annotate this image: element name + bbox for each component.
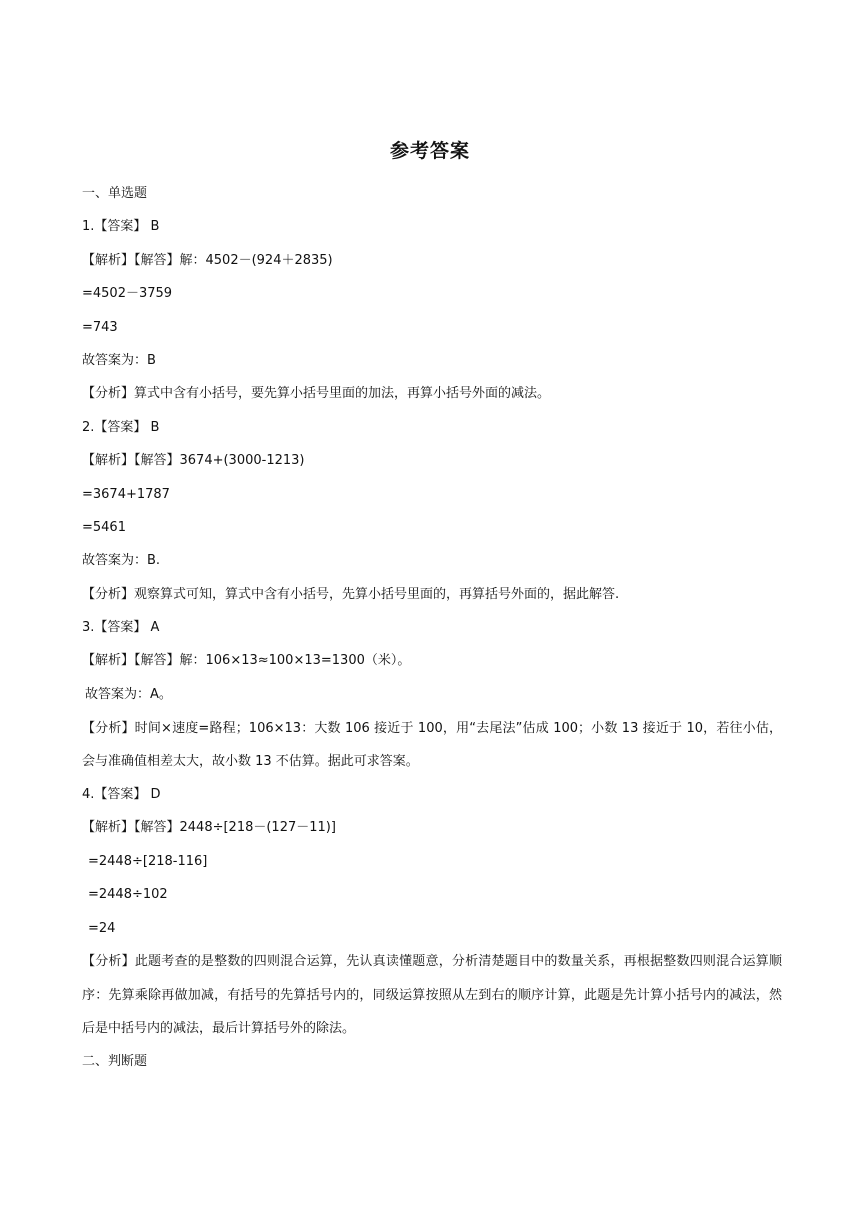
q2-conclusion: 故答案为：B. <box>82 553 161 569</box>
q3-conclusion: 故答案为：A。 <box>85 686 172 702</box>
q4-step-1: =2448÷[218-116] <box>88 853 208 869</box>
q2-solution: 【解析】【解答】3674+(3000-1213) <box>82 453 305 469</box>
q1-analysis: 【分析】算式中含有小括号，要先算小括号里面的加法，再算小括号外面的减法。 <box>82 386 551 402</box>
q2-answer: 2.【答案】 B <box>82 419 160 435</box>
q3-answer: 3.【答案】 A <box>82 620 160 636</box>
q4-step-3: =24 <box>88 920 116 936</box>
answer-content <box>82 184 782 1086</box>
page-title: 参考答案 <box>389 140 470 162</box>
q2-step-2: =5461 <box>82 519 126 535</box>
q1-answer: 1.【答案】 B <box>82 219 160 235</box>
section-heading-single-choice: 一、单选题 <box>82 186 148 201</box>
section-heading-true-false: 二、判断题 <box>82 1054 148 1070</box>
q3-solution: 【解析】【解答】解：106×13≈100×13=1300（米）。 <box>82 653 411 669</box>
q3-analysis: 【分析】时间×速度=路程；106×13：大数 106 接近于 100，用“去尾法”估成 100；小数 13 接近于 10，若往小估，会与准确值相差太大，故小数 13 不估算。据此可求答案。 <box>82 720 782 769</box>
q1-solution: 【解析】【解答】解：4502－(924＋2835) <box>82 252 333 268</box>
q4-analysis: 【分析】此题考查的是整数的四则混合运算，先认真读懂题意，分析清楚题目中的数量关系，再根据整数四则混合运算顺序：先算乘除再做加减，有括号的先算括号内的，同级运算按照从左到右的顺序计算，此题是先计算小括号内的减法，然后是中括号内的减法，最后计算括号外的除法。 <box>82 954 782 1037</box>
q2-analysis: 【分析】观察算式可知，算式中含有小括号，先算小括号里面的，再算括号外面的，据此解答. <box>82 586 620 602</box>
q1-step-1: =4502－3759 <box>82 286 173 302</box>
q1-conclusion: 故答案为：B <box>82 352 156 368</box>
q2-step-1: =3674+1787 <box>82 486 170 502</box>
q4-answer: 4.【答案】 D <box>82 787 161 803</box>
q4-step-2: =2448÷102 <box>88 887 168 903</box>
q4-solution: 【解析】【解答】2448÷[218－(127－11)] <box>82 820 336 836</box>
q1-step-2: =743 <box>82 319 118 335</box>
